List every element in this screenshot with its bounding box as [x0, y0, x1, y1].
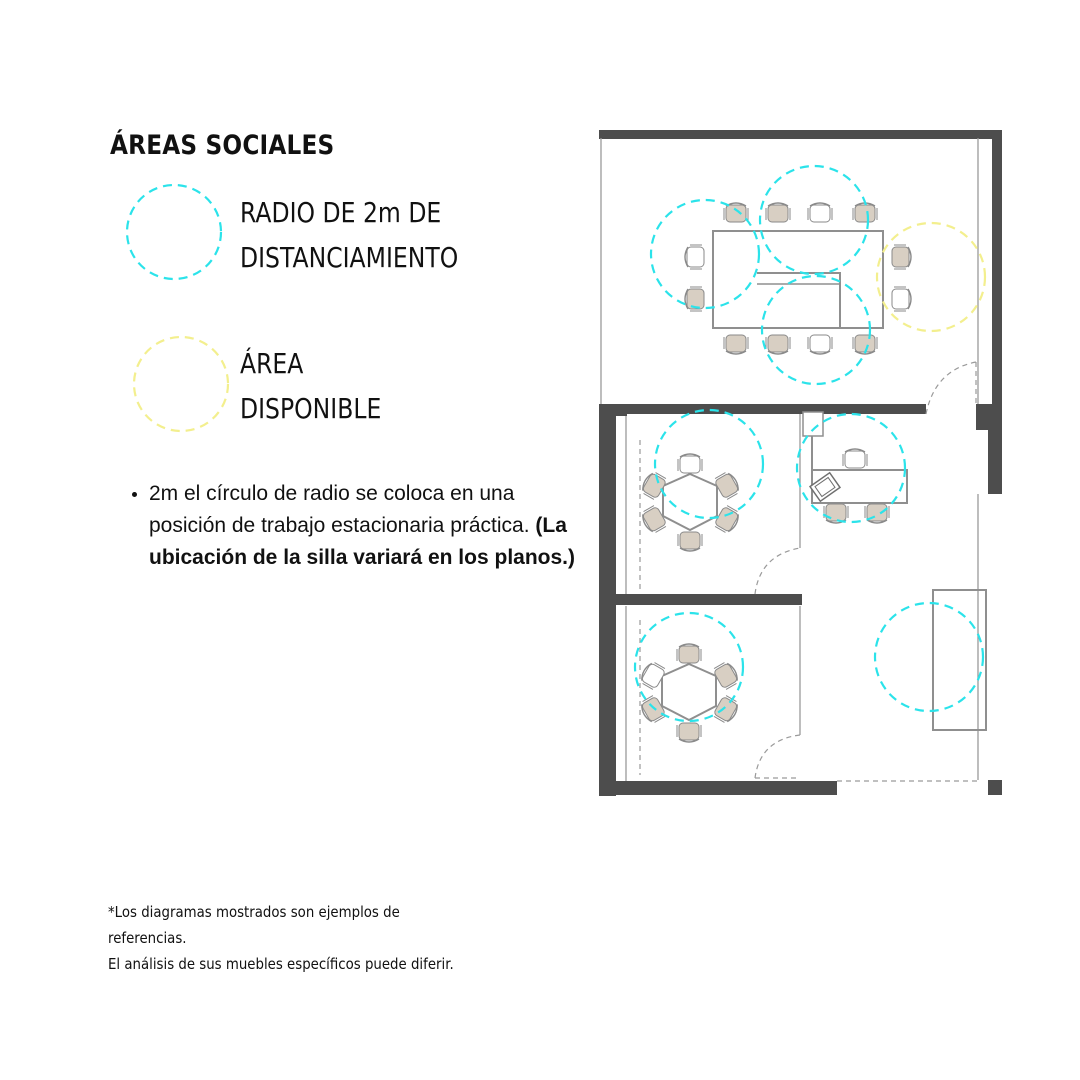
page-title: ÁREAS SOCIALES [110, 130, 335, 161]
distancing-circle [655, 410, 763, 518]
floor-plan [590, 120, 1010, 805]
footnote [108, 899, 469, 977]
round-table-group-2 [638, 644, 741, 742]
round-table-group-1 [639, 454, 742, 551]
distancing-radius-legend-icon [124, 183, 226, 283]
available-area-legend-icon [131, 335, 233, 435]
distancing-circle [762, 276, 870, 384]
available-legend-line2: DISPONIBLE [240, 392, 382, 425]
available-legend-line1: ÁREA [240, 347, 304, 380]
distancing-legend-line1: RADIO DE 2m DE [240, 196, 442, 229]
footnote-line2: referencias. [108, 929, 187, 947]
available-area-circle [877, 223, 985, 331]
bullet-text: 2m el círculo de radio se coloca en una posición de trabajo estacionaria práctica. [149, 482, 536, 537]
bullet-bold-text: (La ubicación de la silla variará en los planos.) [149, 514, 575, 569]
bullet-item [149, 478, 579, 574]
available-area-legend-label [240, 341, 381, 431]
footnote-line1: *Los diagramas mostrados son ejemplos de [108, 903, 400, 921]
distancing-legend-line2: DISTANCIAMIENTO [240, 241, 459, 274]
distancing-circle [875, 603, 983, 711]
office-desk-group [803, 412, 907, 523]
bullet-list [128, 478, 579, 574]
distancing-legend-label [240, 190, 458, 280]
footnote-line3: El análisis de sus muebles específicos puede diferir. [108, 955, 454, 973]
